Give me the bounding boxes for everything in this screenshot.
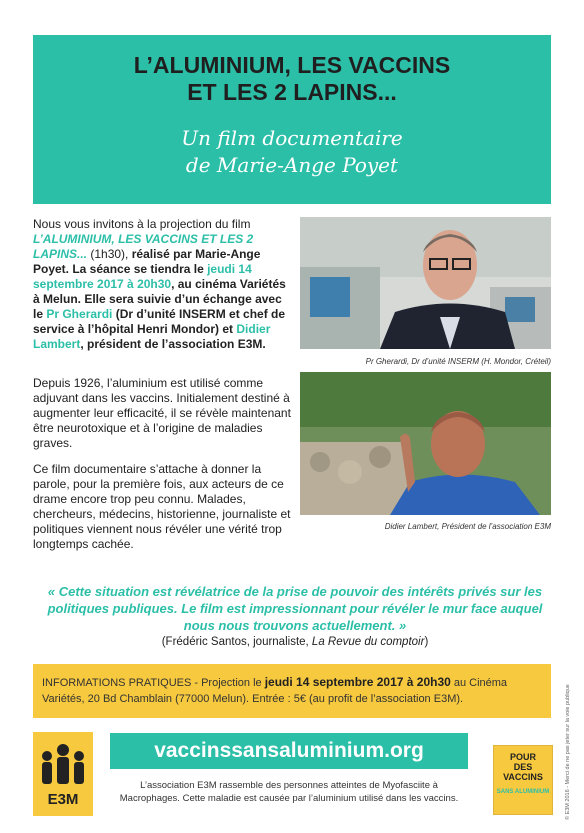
history-paragraph: Depuis 1926, l’aluminium est utilisé comme adjuvant dans les vaccins. Initialement destiné à augmenter leur efficacité, il se révèle maintenant être neurotoxique et à l’origine de maladies graves. <box>33 376 291 450</box>
film-subtitle <box>33 125 551 183</box>
association-description: L’association E3M rassemble des personnes atteintes de Myofasciite à Macrophages. Cette maladie est causée par l’aluminium utilisé dans les vaccins. <box>119 780 459 804</box>
intro-venue: , au cinéma Variétés à Melun. Elle sera suivie d’un échange avec le <box>33 277 286 321</box>
pdv-line4: SANS ALUMINIUM <box>496 789 550 795</box>
film-title-line2: ET LES 2 LAPINS... <box>187 79 397 105</box>
film-title-line1: L’ALUMINIUM, LES VACCINS <box>133 52 451 78</box>
photo-gherardi-caption: Pr Gherardi, Dr d’unité INSERM (H. Mondor, Créteil) <box>365 357 551 366</box>
intro-film-title: L’ALUMINIUM, LES VACCINS ET LES 2 LAPINS... <box>33 232 254 261</box>
info-prefix: INFORMATIONS PRATIQUES - Projection le <box>42 677 265 689</box>
info-date: jeudi 14 septembre 2017 à 20h30 <box>264 675 451 689</box>
photo-lambert-caption: Didier Lambert, Président de l’association E3M <box>384 522 551 531</box>
intro-paragraph <box>33 217 295 352</box>
practical-info-text <box>42 674 547 707</box>
vaccins-sans-aluminium-logo <box>493 745 553 815</box>
intro-date: jeudi 14 septembre 2017 à 20h30 <box>33 262 252 291</box>
film-title <box>33 52 551 106</box>
intro-role-lambert: , président de l’association E3M. <box>80 337 266 351</box>
e3m-logo-text: E3M <box>47 791 79 808</box>
film-subtitle-line2: de Marie-Ange Poyet <box>185 153 399 177</box>
hero-banner <box>33 35 551 204</box>
intro-text: Nous vous invitons à la projection du film <box>33 217 251 231</box>
e3m-logo <box>33 732 93 816</box>
copyright-side-text: © E3M 2016 - Merci de ne pas jeter sur la voie publique <box>565 684 571 820</box>
film-subtitle-line1: Un film documentaire <box>181 126 403 150</box>
photo-gherardi <box>300 217 551 349</box>
practical-info-box <box>33 664 551 718</box>
quote-source <box>40 636 550 648</box>
intro-role-gherardi: (Dr d’unité INSERM et chef de service à l’hôpital Henri Mondor) et <box>33 307 286 336</box>
documentary-paragraph: Ce film documentaire s’attache à donner la parole, pour la première fois, aux acteurs de ce drame encore trop peu connu. Malades, chercheurs, médecins, historienne, journaliste et politiques viennent nous révéler une vérité trop longtemps cachée. <box>33 462 291 551</box>
website-url-link[interactable]: vaccinssansaluminium.org <box>110 733 468 769</box>
photo-lambert <box>300 372 551 515</box>
intro-director: réalisé par Marie-Ange Poyet. La séance se tiendra le <box>33 247 261 276</box>
pdv-line3: VACCINS <box>503 772 543 782</box>
intro-name-gherardi: Pr Gherardi <box>46 307 113 321</box>
quote-author: (Frédéric Santos, journaliste, <box>161 636 312 648</box>
info-venue: au Cinéma Variétés, 20 Bd Chamblain (77000 Melun). Entrée : 5€ (au profit de l’association E3M). <box>42 677 508 705</box>
press-quote: « Cette situation est révélatrice de la prise de pouvoir des intérêts privés sur les politiques publiques. Le film est impressionnant pour révéler le mur face auquel nous nous trouvons actuellement. » <box>47 584 543 633</box>
quote-publication: La Revue du comptoir <box>311 636 425 648</box>
intro-name-lambert: Didier Lambert <box>33 322 271 351</box>
pdv-line1: POUR <box>509 752 536 762</box>
intro-duration: (1h30), <box>87 247 132 261</box>
quote-end: ) <box>424 636 429 648</box>
pdv-line2: DES <box>513 762 533 772</box>
